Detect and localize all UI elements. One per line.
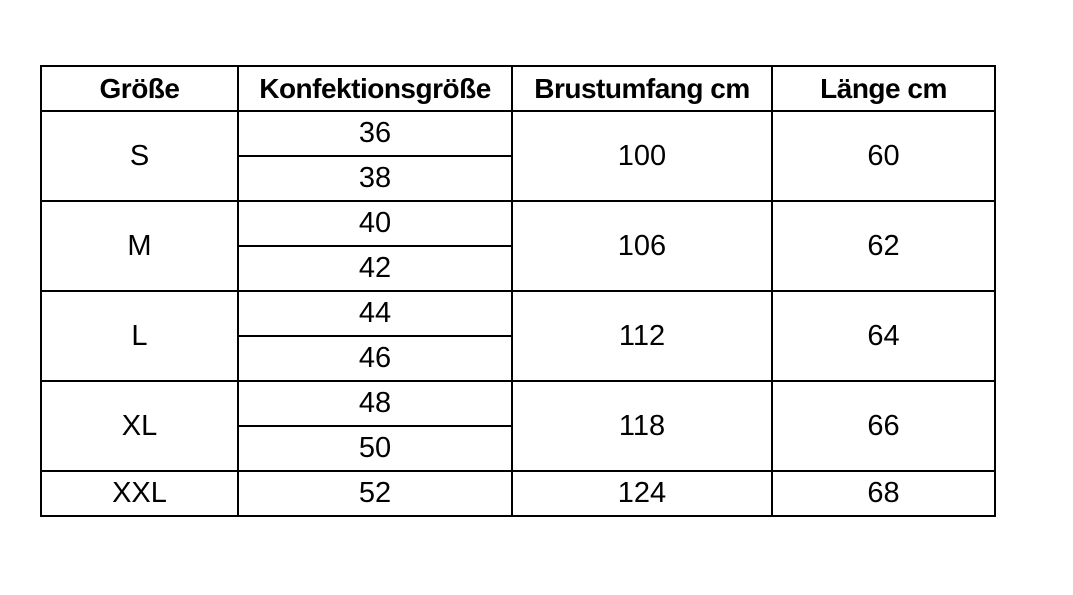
header-row (41, 66, 995, 111)
konfektion-cell: 52 (238, 471, 512, 516)
brustumfang-cell: 106 (512, 201, 772, 291)
table-row (41, 381, 995, 426)
brustumfang-cell: 118 (512, 381, 772, 471)
konfektion-cell: 44 (238, 291, 512, 336)
laenge-cell: 60 (772, 111, 995, 201)
konfektion-cell: 38 (238, 156, 512, 201)
size-cell: S (41, 111, 238, 201)
header-groesse: Größe (41, 66, 238, 111)
size-cell: XL (41, 381, 238, 471)
konfektion-cell: 50 (238, 426, 512, 471)
laenge-cell: 68 (772, 471, 995, 516)
size-cell: L (41, 291, 238, 381)
konfektion-cell: 42 (238, 246, 512, 291)
table-row (41, 291, 995, 336)
table-row (41, 471, 995, 516)
konfektion-cell: 48 (238, 381, 512, 426)
table-row (41, 201, 995, 246)
header-brustumfang: Brustumfang cm (512, 66, 772, 111)
konfektion-cell: 40 (238, 201, 512, 246)
laenge-cell: 64 (772, 291, 995, 381)
brustumfang-cell: 124 (512, 471, 772, 516)
laenge-cell: 66 (772, 381, 995, 471)
size-cell: XXL (41, 471, 238, 516)
brustumfang-cell: 100 (512, 111, 772, 201)
konfektion-cell: 46 (238, 336, 512, 381)
header-laenge: Länge cm (772, 66, 995, 111)
laenge-cell: 62 (772, 201, 995, 291)
header-konfektionsgroesse: Konfektionsgröße (238, 66, 512, 111)
konfektion-cell: 36 (238, 111, 512, 156)
table-row (41, 111, 995, 156)
brustumfang-cell: 112 (512, 291, 772, 381)
size-chart-table (40, 65, 996, 517)
size-cell: M (41, 201, 238, 291)
